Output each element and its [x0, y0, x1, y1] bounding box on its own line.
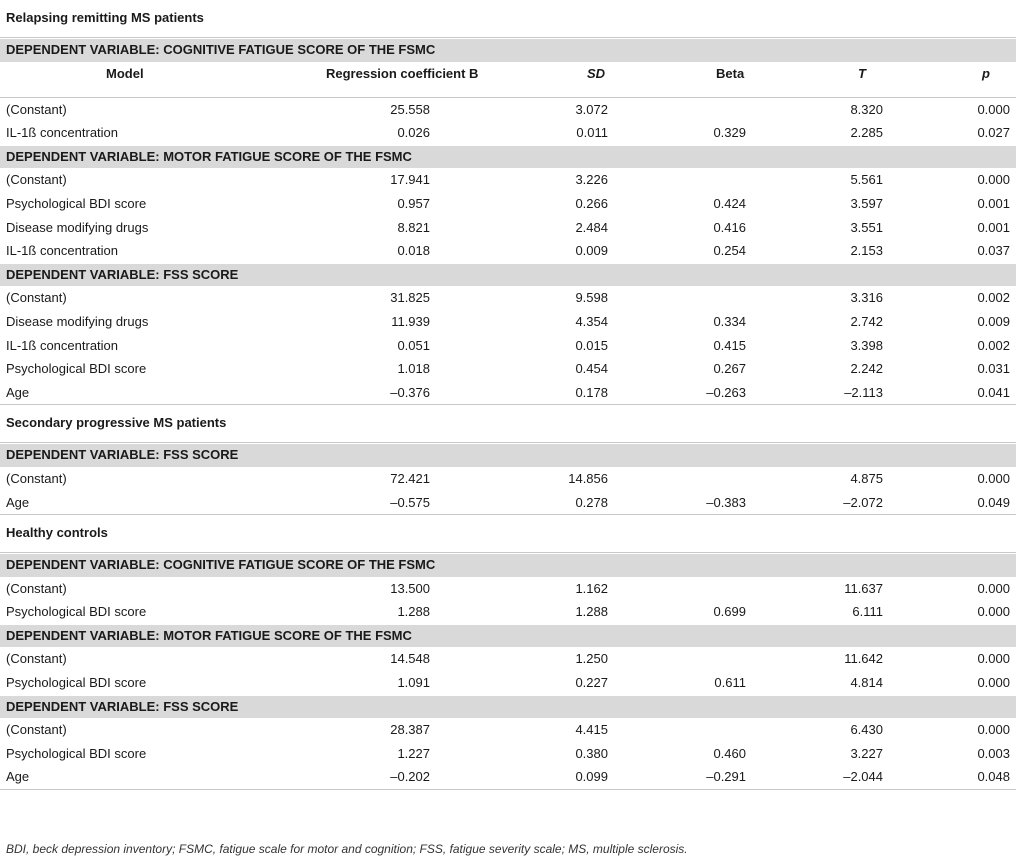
dependent-variable-label: DEPENDENT VARIABLE: FSS SCORE: [6, 447, 239, 463]
dependent-variable-header: [0, 39, 1016, 62]
b-cell: –0.202: [390, 769, 430, 785]
b-cell: 1.227: [397, 745, 430, 761]
model-cell: Psychological BDI score: [6, 195, 147, 211]
model-cell: Disease modifying drugs: [6, 313, 149, 329]
beta-cell: 0.611: [714, 675, 746, 691]
sd-cell: 9.598: [575, 290, 608, 306]
table-row: [0, 718, 1016, 742]
t-cell: 2.285: [850, 125, 883, 141]
section-title: [0, 405, 1016, 443]
model-cell: (Constant): [6, 651, 67, 667]
p-cell: 0.003: [977, 745, 1010, 761]
table-row: [0, 310, 1016, 334]
dependent-variable-header: [0, 444, 1016, 467]
model-cell: (Constant): [6, 290, 67, 306]
table-row: [0, 600, 1016, 624]
t-cell: 3.551: [850, 219, 883, 235]
t-cell: 3.597: [850, 195, 883, 211]
table-row: [0, 334, 1016, 358]
beta-cell: –0.263: [706, 384, 746, 400]
sd-cell: 0.266: [575, 195, 608, 211]
sd-cell: 1.250: [575, 651, 608, 667]
t-cell: 2.742: [850, 313, 883, 329]
b-cell: 14.548: [390, 651, 430, 667]
section-title: [0, 515, 1016, 553]
model-cell: Age: [6, 384, 30, 400]
column-header-beta: Beta: [716, 65, 745, 81]
model-cell: Psychological BDI score: [6, 361, 147, 377]
section-title-label: Healthy controls: [6, 525, 108, 541]
table-row: [0, 357, 1016, 381]
sd-cell: 4.415: [575, 722, 608, 738]
dependent-variable-label: DEPENDENT VARIABLE: COGNITIVE FATIGUE SCORE OF THE FSMC: [6, 42, 436, 57]
model-cell: Disease modifying drugs: [6, 219, 149, 235]
sd-cell: 1.162: [575, 580, 608, 596]
sd-cell: 0.380: [575, 745, 608, 761]
model-cell: Psychological BDI score: [6, 675, 147, 691]
beta-cell: 0.267: [713, 361, 746, 377]
table-footnote: BDI, beck depression inventory; FSMC, fatigue scale for motor and cognition; FSS, fatigue severity scale; MS, multiple sclerosis.: [6, 842, 688, 856]
b-cell: –0.575: [390, 494, 430, 510]
p-cell: 0.002: [977, 290, 1010, 306]
model-cell: (Constant): [6, 580, 67, 596]
p-cell: 0.049: [977, 494, 1010, 510]
section-title-label: Secondary progressive MS patients: [6, 415, 227, 431]
beta-cell: –0.291: [706, 769, 746, 785]
sd-cell: 0.178: [575, 384, 608, 400]
table-row: [0, 168, 1016, 192]
table-row: [0, 98, 1016, 122]
p-cell: 0.000: [977, 722, 1010, 738]
model-cell: Psychological BDI score: [6, 604, 147, 620]
t-cell: 2.242: [850, 361, 883, 377]
b-cell: 25.558: [390, 101, 430, 117]
p-cell: 0.001: [977, 219, 1010, 235]
sd-cell: 2.484: [575, 219, 608, 235]
b-cell: –0.376: [390, 384, 430, 400]
sd-cell: 0.009: [575, 243, 608, 259]
beta-cell: 0.416: [713, 219, 746, 235]
sd-cell: 0.278: [575, 494, 608, 510]
p-cell: 0.000: [977, 470, 1010, 486]
table-row: [0, 577, 1016, 601]
beta-cell: 0.415: [713, 337, 746, 353]
column-header-sd: SD: [587, 65, 606, 81]
p-cell: 0.009: [977, 313, 1010, 329]
b-cell: 11.939: [391, 313, 430, 329]
model-cell: Psychological BDI score: [6, 745, 147, 761]
table-row: [0, 491, 1016, 516]
dependent-variable-label: DEPENDENT VARIABLE: COGNITIVE FATIGUE SCORE OF THE FSMC: [6, 557, 436, 573]
beta-cell: 0.699: [713, 604, 746, 620]
t-cell: 3.227: [850, 745, 883, 761]
p-cell: 0.000: [977, 580, 1010, 596]
sd-cell: 3.226: [575, 172, 608, 188]
p-cell: 0.031: [977, 361, 1010, 377]
sd-cell: 1.288: [575, 604, 608, 620]
b-cell: 0.051: [397, 337, 430, 353]
p-cell: 0.000: [977, 101, 1010, 117]
sd-cell: 14.856: [568, 470, 608, 486]
t-cell: –2.072: [843, 494, 883, 510]
section-title: [0, 0, 1016, 38]
t-cell: 6.430: [850, 722, 883, 738]
b-cell: 31.825: [390, 290, 430, 306]
model-cell: (Constant): [6, 101, 67, 117]
t-cell: 11.637: [844, 580, 883, 596]
model-cell: Age: [6, 769, 30, 785]
p-cell: 0.002: [977, 337, 1010, 353]
sd-cell: 3.072: [575, 101, 608, 117]
model-cell: IL-1ß concentration: [6, 243, 119, 259]
column-header-t: T: [858, 65, 866, 81]
b-cell: 1.018: [397, 361, 430, 377]
beta-cell: 0.424: [713, 195, 746, 211]
table-row: [0, 239, 1016, 263]
b-cell: 17.941: [390, 172, 430, 188]
table-row: [0, 381, 1016, 406]
b-cell: 0.018: [397, 243, 430, 259]
table-row: [0, 121, 1016, 145]
t-cell: 3.316: [850, 290, 883, 306]
model-cell: Age: [6, 494, 30, 510]
b-cell: 0.026: [397, 125, 430, 141]
p-cell: 0.037: [977, 243, 1010, 259]
table-row: [0, 467, 1016, 491]
t-cell: –2.044: [843, 769, 883, 785]
b-cell: 1.091: [397, 675, 430, 691]
t-cell: 5.561: [850, 172, 883, 188]
b-cell: 13.500: [390, 580, 430, 596]
t-cell: –2.113: [844, 384, 883, 400]
sd-cell: 0.454: [575, 361, 608, 377]
table-row: [0, 286, 1016, 310]
p-cell: 0.000: [977, 172, 1010, 188]
column-header-p: p: [982, 65, 990, 81]
table-row: [0, 192, 1016, 216]
sd-cell: 4.354: [575, 313, 608, 329]
sd-cell: 0.099: [575, 769, 608, 785]
beta-cell: 0.254: [713, 243, 746, 259]
sd-cell: 0.015: [575, 337, 608, 353]
model-cell: (Constant): [6, 470, 67, 486]
t-cell: 2.153: [850, 243, 883, 259]
dependent-variable-label: DEPENDENT VARIABLE: FSS SCORE: [6, 698, 239, 714]
b-cell: 28.387: [390, 722, 430, 738]
t-cell: 6.111: [852, 604, 883, 620]
dependent-variable-header: [0, 554, 1016, 577]
p-cell: 0.027: [977, 125, 1010, 141]
column-header-row: [0, 62, 1016, 98]
beta-cell: –0.383: [706, 494, 746, 510]
sd-cell: 0.011: [576, 125, 608, 141]
model-cell: IL-1ß concentration: [6, 125, 119, 141]
b-cell: 8.821: [397, 219, 430, 235]
b-cell: 1.288: [397, 604, 430, 620]
beta-cell: 0.329: [713, 125, 746, 141]
p-cell: 0.041: [977, 384, 1010, 400]
b-cell: 0.957: [397, 195, 430, 211]
section-title-label: Relapsing remitting MS patients: [6, 10, 204, 25]
t-cell: 4.875: [850, 470, 883, 486]
column-header-model: Model: [106, 65, 144, 81]
model-cell: (Constant): [6, 172, 67, 188]
dependent-variable-header: [0, 625, 1016, 648]
p-cell: 0.001: [977, 195, 1010, 211]
p-cell: 0.000: [977, 651, 1010, 667]
table-row: [0, 742, 1016, 766]
sd-cell: 0.227: [575, 675, 608, 691]
dependent-variable-header: [0, 146, 1016, 169]
table-row: [0, 216, 1016, 240]
dependent-variable-label: DEPENDENT VARIABLE: FSS SCORE: [6, 266, 239, 282]
b-cell: 72.421: [390, 470, 430, 486]
dependent-variable-header: [0, 696, 1016, 719]
model-cell: IL-1ß concentration: [6, 337, 119, 353]
dependent-variable-label: DEPENDENT VARIABLE: MOTOR FATIGUE SCORE OF THE FSMC: [6, 148, 412, 164]
t-cell: 8.320: [850, 101, 883, 117]
beta-cell: 0.460: [713, 745, 746, 761]
beta-cell: 0.334: [713, 313, 746, 329]
column-header-b: Regression coefficient B: [326, 65, 479, 81]
dependent-variable-label: DEPENDENT VARIABLE: MOTOR FATIGUE SCORE OF THE FSMC: [6, 627, 412, 643]
p-cell: 0.000: [977, 675, 1010, 691]
table-row: [0, 647, 1016, 671]
model-cell: (Constant): [6, 722, 67, 738]
t-cell: 4.814: [850, 675, 883, 691]
table-row: [0, 671, 1016, 695]
p-cell: 0.000: [977, 604, 1010, 620]
table-row: [0, 765, 1016, 790]
p-cell: 0.048: [977, 769, 1010, 785]
t-cell: 3.398: [850, 337, 883, 353]
t-cell: 11.642: [844, 651, 883, 667]
dependent-variable-header: [0, 264, 1016, 287]
